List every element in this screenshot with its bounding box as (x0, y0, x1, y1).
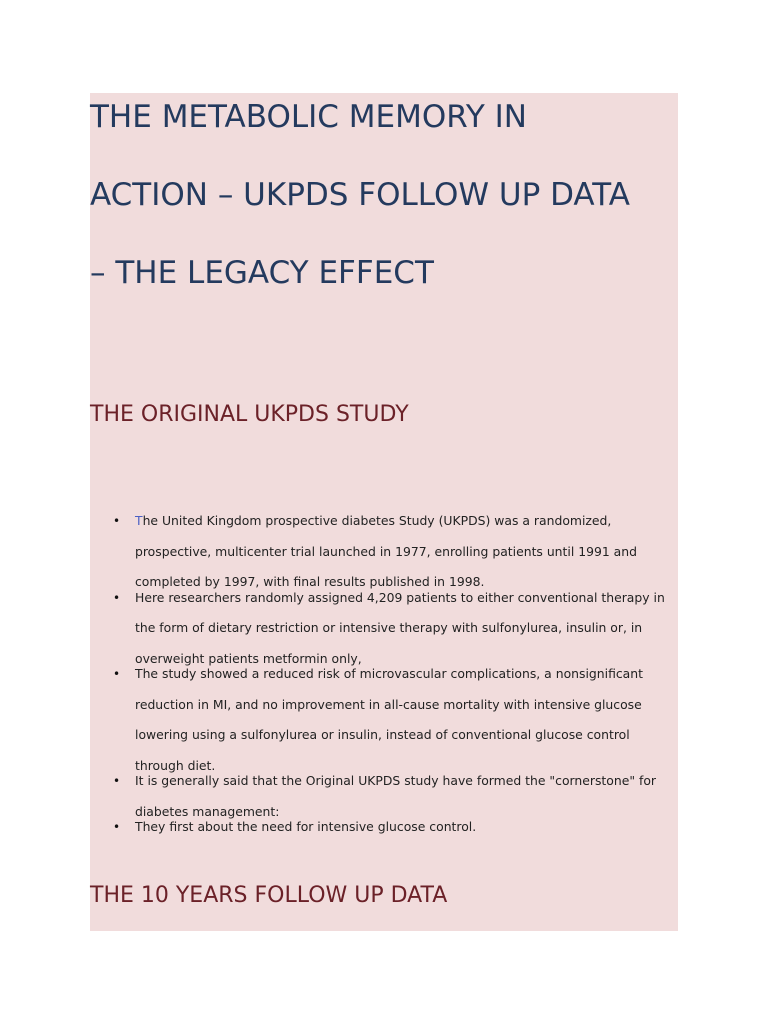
document-title (90, 78, 690, 312)
original-study-bullet-list (90, 506, 678, 843)
bullet-text: It is generally said that the Original UKPDS study have formed the "cornerstone" for diabetes management: (135, 773, 657, 819)
bullet-text: They first about the need for intensive glucose control. (135, 819, 477, 834)
list-item (90, 812, 678, 843)
list-item (90, 659, 678, 781)
bullet-icon: • (113, 514, 121, 528)
section-heading-10-year-follow-up: THE 10 YEARS FOLLOW UP DATA (90, 883, 448, 908)
bullet-icon: • (113, 820, 121, 834)
title-line: – THE LEGACY EFFECT (90, 255, 434, 291)
section-heading-original-ukpds: THE ORIGINAL UKPDS STUDY (90, 402, 409, 427)
bullet-icon: • (113, 667, 121, 681)
drop-letter: T (135, 513, 143, 528)
title-line: ACTION – UKPDS FOLLOW UP DATA (90, 177, 630, 213)
bullet-icon: • (113, 590, 121, 605)
title-line: THE METABOLIC MEMORY IN (90, 99, 527, 135)
bullet-text: Here researchers randomly assigned 4,209 patients to either conventional therapy in the form of dietary restriction or intensive therapy with sulfonylurea, insulin or, in overweight patients metformin only, (135, 589, 665, 666)
bullet-text: The study showed a reduced risk of microvascular complications, a nonsignificant reduction in MI, and no improvement in all-cause mortality with intensive glucose lowering using a sulfonylurea or insulin, instead of conventional glucose control through diet. (135, 666, 643, 773)
bullet-text: he United Kingdom prospective diabetes Study (UKPDS) was a randomized, prospective, multicenter trial launched in 1977, enrolling patients until 1991 and completed by 1997, with final results published in 1998. (135, 513, 637, 589)
bullet-icon: • (113, 774, 121, 788)
